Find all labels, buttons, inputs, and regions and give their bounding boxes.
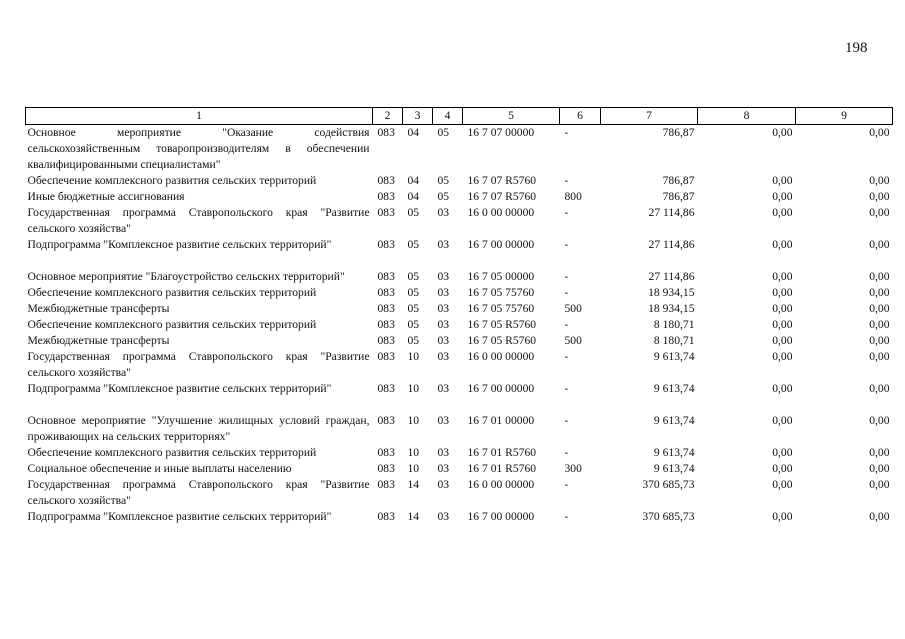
amount-col9-cell: 0,00 [869,302,890,315]
target-article-cell: 16 7 01 R5760 [467,462,537,475]
admin-code-cell: 083 [377,382,395,395]
amount-col9-cell: 0,00 [869,510,890,523]
section-cell: 05 [407,206,420,219]
table-row [26,285,893,301]
spacer-cell [26,253,893,269]
amount-col8-cell: 0,00 [772,286,793,299]
amount-col8-cell: 0,00 [772,270,793,283]
target-article-cell: 16 7 05 75760 [467,286,535,299]
subsection-cell: 05 [437,174,450,187]
amount-col7-cell: 9 613,74 [653,382,695,395]
table-row [26,301,893,317]
target-article-cell: 16 7 00 00000 [467,238,535,251]
target-article-cell: 16 0 00 00000 [467,350,535,363]
target-article-cell: 16 0 00 00000 [467,478,535,491]
admin-code-cell: 083 [377,318,395,331]
row-name-cell: Межбюджетные трансферты [27,334,170,347]
table-header-row [26,108,893,125]
subsection-cell: 03 [437,350,450,363]
admin-code-cell: 083 [377,286,395,299]
amount-col7-cell: 8 180,71 [653,318,695,331]
amount-col9-cell: 0,00 [869,334,890,347]
admin-code-cell: 083 [377,206,395,219]
admin-code-cell: 083 [377,478,395,491]
amount-col9-cell: 0,00 [869,446,890,459]
subsection-cell: 03 [437,318,450,331]
section-cell: 05 [407,270,420,283]
subsection-cell: 03 [437,510,450,523]
subsection-cell: 03 [437,286,450,299]
amount-col9-cell: 0,00 [869,126,890,139]
row-name-cell: Подпрограмма "Комплексное развитие сельских территорий" [27,382,332,395]
subsection-cell: 03 [437,414,450,427]
row-name-cell: Подпрограмма "Комплексное развитие сельских территорий" [27,238,332,251]
expense-type-cell: 500 [564,334,582,347]
subsection-cell: 03 [437,446,450,459]
column-header: 3 [403,108,433,125]
table-row [26,237,893,253]
table-body [26,125,893,526]
amount-col8-cell: 0,00 [772,446,793,459]
admin-code-cell: 083 [377,446,395,459]
section-cell: 10 [407,350,420,363]
amount-col7-cell: 786,87 [662,190,695,203]
table-row [26,333,893,349]
amount-col8-cell: 0,00 [772,382,793,395]
amount-col7-cell: 786,87 [662,126,695,139]
spacer-cell [26,397,893,413]
amount-col9-cell: 0,00 [869,206,890,219]
row-name-cell: Государственная программа Ставропольского края "Развитие сельского хозяйства" [27,350,370,379]
amount-col9-cell: 0,00 [869,174,890,187]
expense-type-cell: - [564,238,569,251]
admin-code-cell: 083 [377,414,395,427]
admin-code-cell: 083 [377,334,395,347]
amount-col7-cell: 8 180,71 [653,334,695,347]
expense-type-cell: - [564,206,569,219]
table-row [26,509,893,525]
row-name-cell: Основное мероприятие "Благоустройство сельских территорий" [27,270,345,283]
budget-table [25,107,893,525]
row-name-cell: Подпрограмма "Комплексное развитие сельских территорий" [27,510,332,523]
section-cell: 05 [407,334,420,347]
subsection-cell: 03 [437,462,450,475]
section-cell: 04 [407,190,420,203]
expense-type-cell: - [564,126,569,139]
amount-col9-cell: 0,00 [869,382,890,395]
amount-col9-cell: 0,00 [869,318,890,331]
expense-type-cell: - [564,270,569,283]
target-article-cell: 16 7 01 00000 [467,414,535,427]
amount-col8-cell: 0,00 [772,462,793,475]
row-name-cell: Обеспечение комплексного развития сельских территорий [27,446,317,459]
target-article-cell: 16 7 05 75760 [467,302,535,315]
subsection-cell: 03 [437,382,450,395]
amount-col7-cell: 9 613,74 [653,446,695,459]
subsection-cell: 03 [437,206,450,219]
target-article-cell: 16 7 07 R5760 [467,190,537,203]
amount-col8-cell: 0,00 [772,414,793,427]
amount-col9-cell: 0,00 [869,478,890,491]
target-article-cell: 16 7 05 R5760 [467,334,537,347]
expense-type-cell: - [564,446,569,459]
row-name-cell: Государственная программа Ставропольского края "Развитие сельского хозяйства" [27,478,370,507]
table-row [26,445,893,461]
target-article-cell: 16 7 00 00000 [467,382,535,395]
column-header: 9 [796,108,893,125]
amount-col7-cell: 18 934,15 [648,302,695,315]
expense-type-cell: - [564,414,569,427]
expense-type-cell: 500 [564,302,582,315]
admin-code-cell: 083 [377,126,395,139]
row-name-cell: Государственная программа Ставропольского края "Развитие сельского хозяйства" [27,206,370,235]
amount-col9-cell: 0,00 [869,350,890,363]
expense-type-cell: 800 [564,190,582,203]
column-header: 4 [433,108,463,125]
admin-code-cell: 083 [377,462,395,475]
row-name-cell: Обеспечение комплексного развития сельских территорий [27,174,317,187]
row-name-cell: Основное мероприятие "Оказание содействия сельскохозяйственным товаропроизводителям в обеспечении квалифицированными специалистами" [27,126,370,171]
amount-col9-cell: 0,00 [869,270,890,283]
admin-code-cell: 083 [377,190,395,203]
section-cell: 10 [407,462,420,475]
column-header: 2 [373,108,403,125]
amount-col9-cell: 0,00 [869,286,890,299]
admin-code-cell: 083 [377,270,395,283]
column-header: 6 [560,108,601,125]
amount-col7-cell: 27 114,86 [648,270,695,283]
row-name-cell: Обеспечение комплексного развития сельских территорий [27,286,317,299]
column-header: 5 [463,108,560,125]
table-row [26,317,893,333]
amount-col9-cell: 0,00 [869,190,890,203]
table-row [26,477,893,509]
amount-col8-cell: 0,00 [772,206,793,219]
expense-type-cell: - [564,478,569,491]
amount-col8-cell: 0,00 [772,350,793,363]
amount-col8-cell: 0,00 [772,190,793,203]
subsection-cell: 05 [437,126,450,139]
amount-col7-cell: 370 685,73 [642,478,695,491]
page-number: 198 [845,40,868,56]
amount-col8-cell: 0,00 [772,478,793,491]
amount-col9-cell: 0,00 [869,238,890,251]
admin-code-cell: 083 [377,510,395,523]
section-cell: 05 [407,238,420,251]
row-name-cell: Иные бюджетные ассигнования [27,190,185,203]
amount-col7-cell: 9 613,74 [653,414,695,427]
amount-col9-cell: 0,00 [869,414,890,427]
target-article-cell: 16 7 07 R5760 [467,174,537,187]
column-header: 1 [26,108,373,125]
expense-type-cell: - [564,318,569,331]
amount-col8-cell: 0,00 [772,510,793,523]
expense-type-cell: - [564,350,569,363]
admin-code-cell: 083 [377,302,395,315]
target-article-cell: 16 7 01 R5760 [467,446,537,459]
target-article-cell: 16 0 00 00000 [467,206,535,219]
amount-col7-cell: 9 613,74 [653,350,695,363]
table-row [26,125,893,174]
section-cell: 04 [407,174,420,187]
target-article-cell: 16 7 00 00000 [467,510,535,523]
subsection-cell: 03 [437,270,450,283]
table-row [26,189,893,205]
expense-type-cell: 300 [564,462,582,475]
amount-col8-cell: 0,00 [772,238,793,251]
subsection-cell: 03 [437,334,450,347]
target-article-cell: 16 7 07 00000 [467,126,535,139]
row-name-cell: Межбюджетные трансферты [27,302,170,315]
amount-col8-cell: 0,00 [772,174,793,187]
amount-col8-cell: 0,00 [772,318,793,331]
section-cell: 10 [407,382,420,395]
table-row [26,269,893,285]
subsection-cell: 03 [437,238,450,251]
admin-code-cell: 083 [377,174,395,187]
section-cell: 04 [407,126,420,139]
section-cell: 10 [407,446,420,459]
table-row [26,381,893,397]
admin-code-cell: 083 [377,350,395,363]
target-article-cell: 16 7 05 R5760 [467,318,537,331]
table-row [26,413,893,445]
section-cell: 05 [407,286,420,299]
section-cell: 10 [407,414,420,427]
section-cell: 14 [407,510,420,523]
row-name-cell: Обеспечение комплексного развития сельских территорий [27,318,317,331]
amount-col8-cell: 0,00 [772,126,793,139]
expense-type-cell: - [564,286,569,299]
amount-col7-cell: 370 685,73 [642,510,695,523]
amount-col8-cell: 0,00 [772,302,793,315]
amount-col8-cell: 0,00 [772,334,793,347]
table-row [26,205,893,237]
expense-type-cell: - [564,174,569,187]
admin-code-cell: 083 [377,238,395,251]
amount-col7-cell: 9 613,74 [653,462,695,475]
expense-type-cell: - [564,510,569,523]
row-name-cell: Основное мероприятие "Улучшение жилищных условий граждан, проживающих на сельских территориях" [27,414,370,443]
spacer-row [26,397,893,413]
section-cell: 05 [407,302,420,315]
table-row [26,173,893,189]
amount-col7-cell: 27 114,86 [648,206,695,219]
amount-col7-cell: 786,87 [662,174,695,187]
row-name-cell: Социальное обеспечение и иные выплаты населению [27,462,292,475]
table-row [26,461,893,477]
subsection-cell: 03 [437,478,450,491]
amount-col7-cell: 27 114,86 [648,238,695,251]
section-cell: 14 [407,478,420,491]
expense-type-cell: - [564,382,569,395]
amount-col7-cell: 18 934,15 [648,286,695,299]
section-cell: 05 [407,318,420,331]
table-row [26,349,893,381]
amount-col9-cell: 0,00 [869,462,890,475]
target-article-cell: 16 7 05 00000 [467,270,535,283]
column-header: 8 [698,108,796,125]
subsection-cell: 03 [437,302,450,315]
spacer-row [26,253,893,269]
column-header: 7 [601,108,698,125]
subsection-cell: 05 [437,190,450,203]
